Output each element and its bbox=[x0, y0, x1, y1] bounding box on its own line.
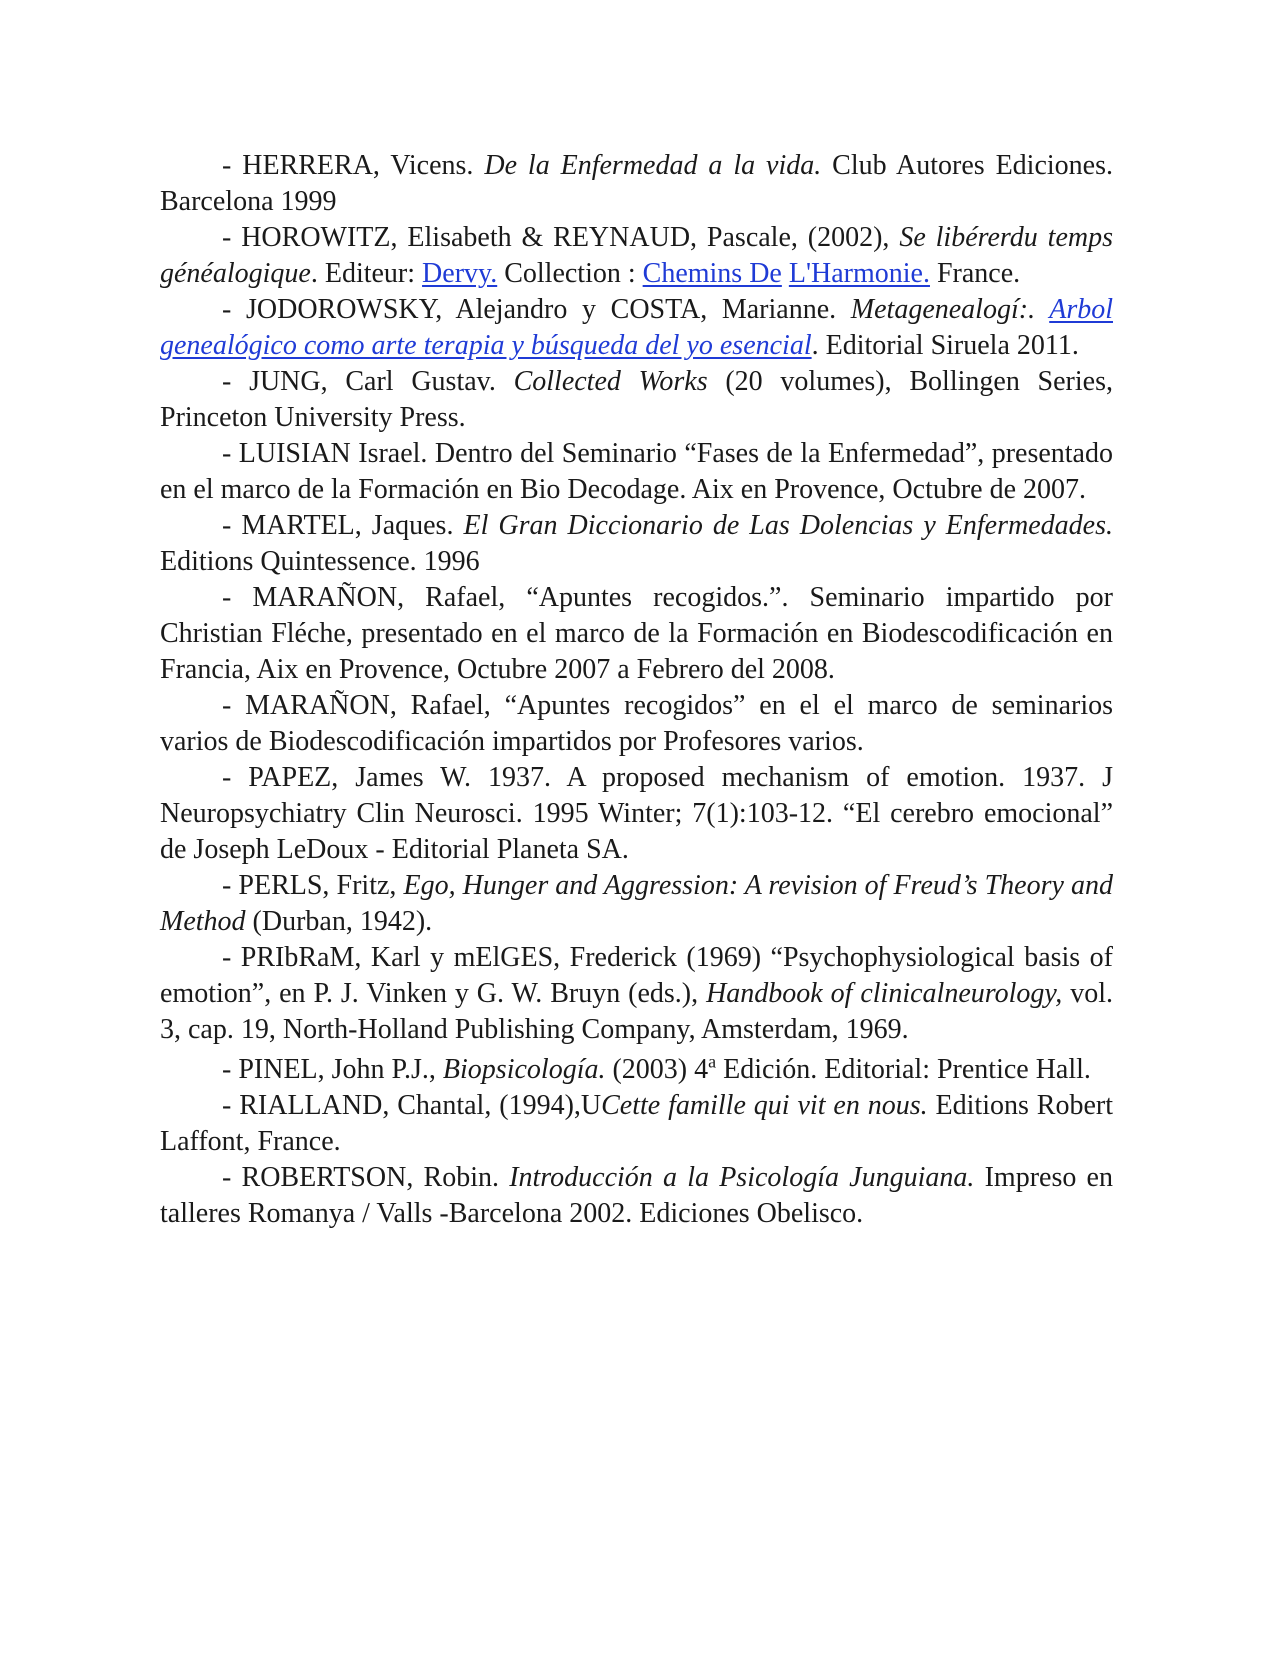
superscript-ordinal: a bbox=[708, 1051, 717, 1072]
bibliography-page bbox=[160, 148, 1113, 1232]
bibliography-entry-pribram bbox=[160, 940, 1113, 1048]
entry-text: - PRIbRaM, Karl y mElGES, Frederick (1969) “Psychophysiological basis of emotion”, en P. J. Vinken y G. W. Bruyn (eds.), bbox=[160, 942, 1113, 1009]
entry-text: Impreso en talleres Romanya / Valls -Barcelona 2002. Ediciones Obelisco. bbox=[160, 1162, 1113, 1229]
bibliography-entry-luisian bbox=[160, 436, 1113, 508]
reference-link[interactable]: Chemins De bbox=[642, 258, 782, 289]
bibliography-entry-maranon-2 bbox=[160, 688, 1113, 760]
entry-text: - MARTEL, Jaques. bbox=[222, 510, 464, 541]
entry-text: . Editeur: bbox=[310, 258, 423, 289]
work-title: Handbook of clinicalneurology, bbox=[706, 978, 1063, 1009]
entry-text: - HERRERA, Vicens. bbox=[222, 150, 485, 181]
bibliography-entry-horowitz bbox=[160, 220, 1113, 292]
entry-text: - PAPEZ, James W. 1937. A proposed mechanism of emotion. 1937. J Neuropsychiatry Clin Neurosci. 1995 Winter; 7(1):103-12. “El cerebro emocional” de Joseph LeDoux - Editorial Planeta SA. bbox=[160, 762, 1113, 865]
entry-text: - PINEL, John P.J., bbox=[222, 1054, 443, 1085]
entry-text: - MARAÑON, Rafael, “Apuntes recogidos” en el el marco de seminarios varios de Biodescodificación impartidos por Profesores varios. bbox=[160, 690, 1113, 757]
entry-text: - JUNG, Carl Gustav. bbox=[222, 366, 514, 397]
bibliography-entry-herrera bbox=[160, 148, 1113, 220]
entry-text: vol. 3, cap. 19, North-Holland Publishing Company, Amsterdam, 1969. bbox=[160, 978, 1113, 1045]
work-title: Metagenealogí:. bbox=[850, 294, 1050, 325]
entry-text: - PERLS, Fritz, bbox=[222, 870, 404, 901]
entry-text: . Editorial Siruela 2011. bbox=[811, 330, 1079, 361]
work-title: Se libérerdu temps généalogique bbox=[160, 222, 1113, 289]
entry-text: Editions Robert Laffont, France. bbox=[160, 1090, 1114, 1157]
entry-text: France. bbox=[929, 258, 1021, 289]
entry-text bbox=[782, 258, 789, 289]
work-title: Biopsicología. bbox=[442, 1054, 606, 1085]
entry-text: Edición. Editorial: Prentice Hall. bbox=[716, 1054, 1091, 1085]
bibliography-entry-martel bbox=[160, 508, 1113, 580]
work-title: Introducción a la Psicología Junguiana. bbox=[509, 1162, 975, 1193]
work-title: Cette famille qui vit en nous. bbox=[601, 1090, 928, 1121]
bibliography-entry-maranon-1 bbox=[160, 580, 1113, 688]
bibliography-entry-robertson bbox=[160, 1160, 1113, 1232]
entry-text: Club Autores Ediciones. Barcelona 1999 bbox=[160, 150, 1113, 217]
bibliography-entry-perls bbox=[160, 868, 1113, 940]
entry-text: (Durban, 1942). bbox=[245, 906, 433, 937]
bibliography-entry-jung bbox=[160, 364, 1113, 436]
entry-text: - ROBERTSON, Robin. bbox=[222, 1162, 510, 1193]
entry-text: - LUISIAN Israel. Dentro del Seminario “Fases de la Enfermedad”, presentado en el marco de la Formación en Bio Decodage. Aix en Provence, Octubre de 2007. bbox=[160, 438, 1113, 505]
entry-text: (2003) 4 bbox=[605, 1054, 709, 1085]
reference-link[interactable]: Dervy. bbox=[422, 258, 498, 289]
bibliography-entry-pinel bbox=[160, 1052, 1113, 1088]
bibliography-entry-rialland bbox=[160, 1088, 1113, 1160]
entry-text: - HOROWITZ, Elisabeth & REYNAUD, Pascale, (2002), bbox=[222, 222, 900, 253]
reference-link[interactable]: L'Harmonie. bbox=[788, 258, 930, 289]
reference-link[interactable]: Arbol genealógico como arte terapia y búsqueda del yo esencial bbox=[160, 294, 1113, 361]
bibliography-entry-jodorowsky bbox=[160, 292, 1113, 364]
entry-text: - JODOROWSKY, Alejandro y COSTA, Marianne. bbox=[222, 294, 851, 325]
bibliography-list bbox=[160, 148, 1113, 1232]
entry-text: - RIALLAND, Chantal, (1994),U bbox=[222, 1090, 602, 1121]
work-title: Ego, Hunger and Aggression: A revision of Freud’s Theory and Method bbox=[160, 870, 1114, 937]
entry-text: (20 volumes), Bollingen Series, Princeton University Press. bbox=[160, 366, 1113, 433]
bibliography-entry-papez bbox=[160, 760, 1113, 868]
work-title: Collected Works bbox=[513, 366, 708, 397]
work-title: De la Enfermedad a la vida. bbox=[484, 150, 822, 181]
entry-text: Collection : bbox=[497, 258, 643, 289]
entry-text: - MARAÑON, Rafael, “Apuntes recogidos.”. Seminario impartido por Christian Fléche, presentado en el marco de la Formación en Biodescodificación en Francia, Aix en Provence, Octubre 2007 a Febrero del 2008. bbox=[160, 582, 1113, 685]
entry-text: Editions Quintessence. 1996 bbox=[160, 546, 480, 577]
work-title: El Gran Diccionario de Las Dolencias y Enfermedades. bbox=[463, 510, 1113, 541]
